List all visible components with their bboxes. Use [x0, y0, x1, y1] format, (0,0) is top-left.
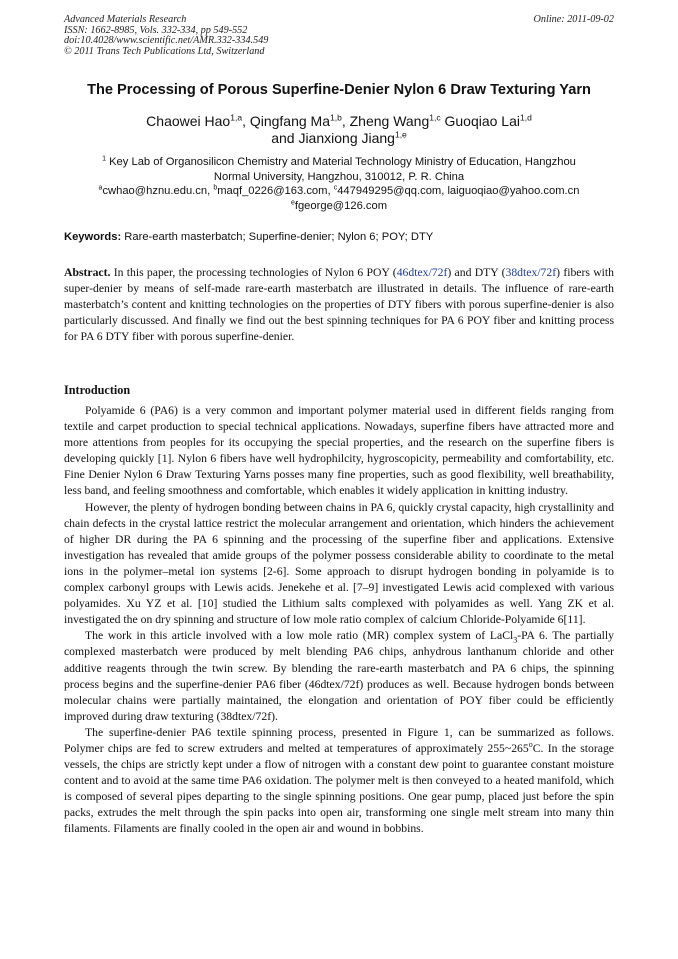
affiliation-text: Key Lab of Organosilicon Chemistry and Material Technology Ministry of Education, Hangzhou [105, 156, 576, 168]
email-mark: b [213, 184, 218, 192]
online-date: Online: 2011-09-02 [533, 14, 614, 25]
abstract-text: ) and DTY ( [447, 266, 506, 279]
paragraph-text: -PA 6. The partially complexed masterbatch were produced by melt blending PA6 chips, anhydrous lanthanum chloride and other additive reagents through the twin screw. By blending the rare-earth masterbatch and PA 6 chips, the spinning process begins and the superfine-denier PA6 fiber (46dtex/72f) produces as well. Because hydrogen bonds between molecular chains were partially maintained, the elongation and orientation of POY fiber could be efficiently improved during draw texturing (38dtex/72f). [64, 629, 614, 723]
author-superscript: 1,d [520, 112, 532, 123]
abstract-text: In this paper, the processing technologies of Nylon 6 POY ( [110, 266, 397, 279]
author-name: , Zheng Wang [341, 113, 430, 129]
paper-title: The Processing of Porous Superfine-Denier Nylon 6 Draw Texturing Yarn [87, 82, 591, 98]
dty-spec-link[interactable]: 38dtex/72f [505, 266, 557, 279]
email-mark: e [290, 198, 295, 206]
pov-spec-link[interactable]: 46dtex/72f [396, 266, 448, 279]
running-header [64, 15, 268, 57]
affiliation-mark: 1 [102, 155, 106, 163]
author-superscript: 1,c [429, 112, 441, 123]
journal-name: Advanced Materials Research [64, 14, 187, 25]
email-line-2 [40, 199, 638, 214]
author-superscript: 1,a [230, 112, 243, 123]
email-e: fgeorge@126.com [294, 199, 388, 212]
email-mark: a [98, 184, 103, 192]
body-paragraph-2: However, the plenty of hydrogen bonding between chains in PA 6, quickly crystal capacity, high crystallinity and chain defects in the crystal lattice restrict the molecular arrangement and orientation, which hinders the achievement of higher DR during the PA 6 spinning and the processing of the superfine fiber and applications. Extensive investigation has revealed that amide groups of the polymer possess considerable ability to coordinate to the metal ions in the polymer–metal ion systems [2-6]. Some approach to disrupt hydrogen bonding in polyamide is to complex carbonyl groups with Lewis acids. Jenekehe et al. [7–9] investigated Lewis acid complexed with various polyamides. Xu YZ et al. [10] studied the Lithium salts complexed with polyamides as well. Yang ZK et al. investigated the on dry spinning and structure of low mole ratio complex of calcium Chloride-Polyamide 6[11]. [64, 500, 614, 627]
superscript: o [528, 740, 533, 750]
abstract-text: ) fibers with super-denier by means of self-made rare-earth masterbatch are illustrated in details. The influence of rare-earth masterbatch’s content and knitting technologies on the properties of DTY fibers with porous superfine-denier is also particularly discussed. And finally we find out the best spinning techniques for PA 6 POY fiber and knitting process for PA 6 DTY fiber with porous superfine-denier. [64, 266, 614, 343]
abstract-paragraph [64, 265, 614, 345]
copyright-line: © 2011 Trans Tech Publications Ltd, Switzerland [64, 45, 265, 57]
keywords-label: Keywords: [64, 231, 122, 243]
abstract-label: Abstract. [64, 266, 111, 279]
author-list [40, 113, 638, 147]
introduction-body [64, 403, 614, 838]
subscript: 3 [513, 635, 518, 645]
section-heading: Introduction [64, 383, 131, 397]
author-line-2 [40, 130, 638, 147]
body-paragraph-4 [64, 725, 614, 838]
affiliation-line-1 [40, 155, 638, 170]
body-paragraph-1: Polyamide 6 (PA6) is a very common and important polymer material used in different fields ranging from textile and carpet production to special technical applications. Nowadays, superfine fibers have attracted more and more attentions from peoples for its occupying the special properties, and the research on the superfine fibers is developing quickly [1]. Nylon 6 fibers have well hydrophilcity, hygroscopicity, permeability and comfortability, etc. Fine Denier Nylon 6 Draw Texturing Yarns posses many fine properties, such as good flexibility, well breathability, less band, and feeling smoothness and comfortable, which enables it widely application in knitting industry. [64, 404, 614, 498]
email-line-1 [40, 184, 638, 199]
email-c: 447949295@qq.com, laiguoqiao@yahoo.com.cn [337, 185, 580, 197]
author-name: , Qingfang Ma [242, 113, 330, 129]
author-superscript: 1,b [330, 112, 342, 123]
affiliation-line-2: Normal University, Hangzhou, 310012, P. R. China [213, 170, 465, 183]
author-line-1 [40, 113, 638, 130]
paragraph-text: The work in this article involved with a low mole ratio (MR) complex system of LaCl [85, 629, 514, 643]
keywords-text: Rare-earth masterbatch; Superfine-denier; Nylon 6; POY; DTY [121, 231, 434, 243]
paragraph-text: C. In the storage vessels, the chips are strictly kept under a flow of nitrogen with a constant dew point to guarantee constant moisture content and to avoid at the same time PA6 oxidation. The polymer melt is then conveyed to a heated manifold, which is composed of several pipes departing to the single spinning positions. One gear pump, placed just before the spin packs, extrudes the melt through the spin packs into open air, transforming one single melt stream into many thin filaments. Filaments are finally cooled in the open air and wound in bobbins. [64, 741, 614, 836]
email-b: maqf_0226@163.com, [217, 185, 334, 197]
author-name: Guoqiao Lai [440, 113, 520, 129]
author-name: and Jianxiong Jiang [271, 130, 395, 146]
email-mark: c [333, 184, 338, 192]
doi-line: doi:10.4028/www.scientific.net/AMR.332-334.549 [64, 35, 269, 47]
author-name: Chaowei Hao [146, 113, 231, 129]
affiliation-block [40, 155, 638, 213]
paragraph-text: The superfine-denier PA6 textile spinning process, presented in Figure 1, can be summarized as follows. Polymer chips are fed to screw extruders and melted at temperatures of approximately 255~265 [64, 725, 614, 755]
email-a: cwhao@hznu.edu.cn, [102, 185, 214, 197]
issn-line: ISSN: 1662-8985, Vols. 332-334, pp 549-552 [64, 24, 248, 36]
keywords-line [64, 230, 614, 244]
author-superscript: 1,e [394, 129, 407, 140]
body-paragraph-3 [64, 628, 614, 725]
